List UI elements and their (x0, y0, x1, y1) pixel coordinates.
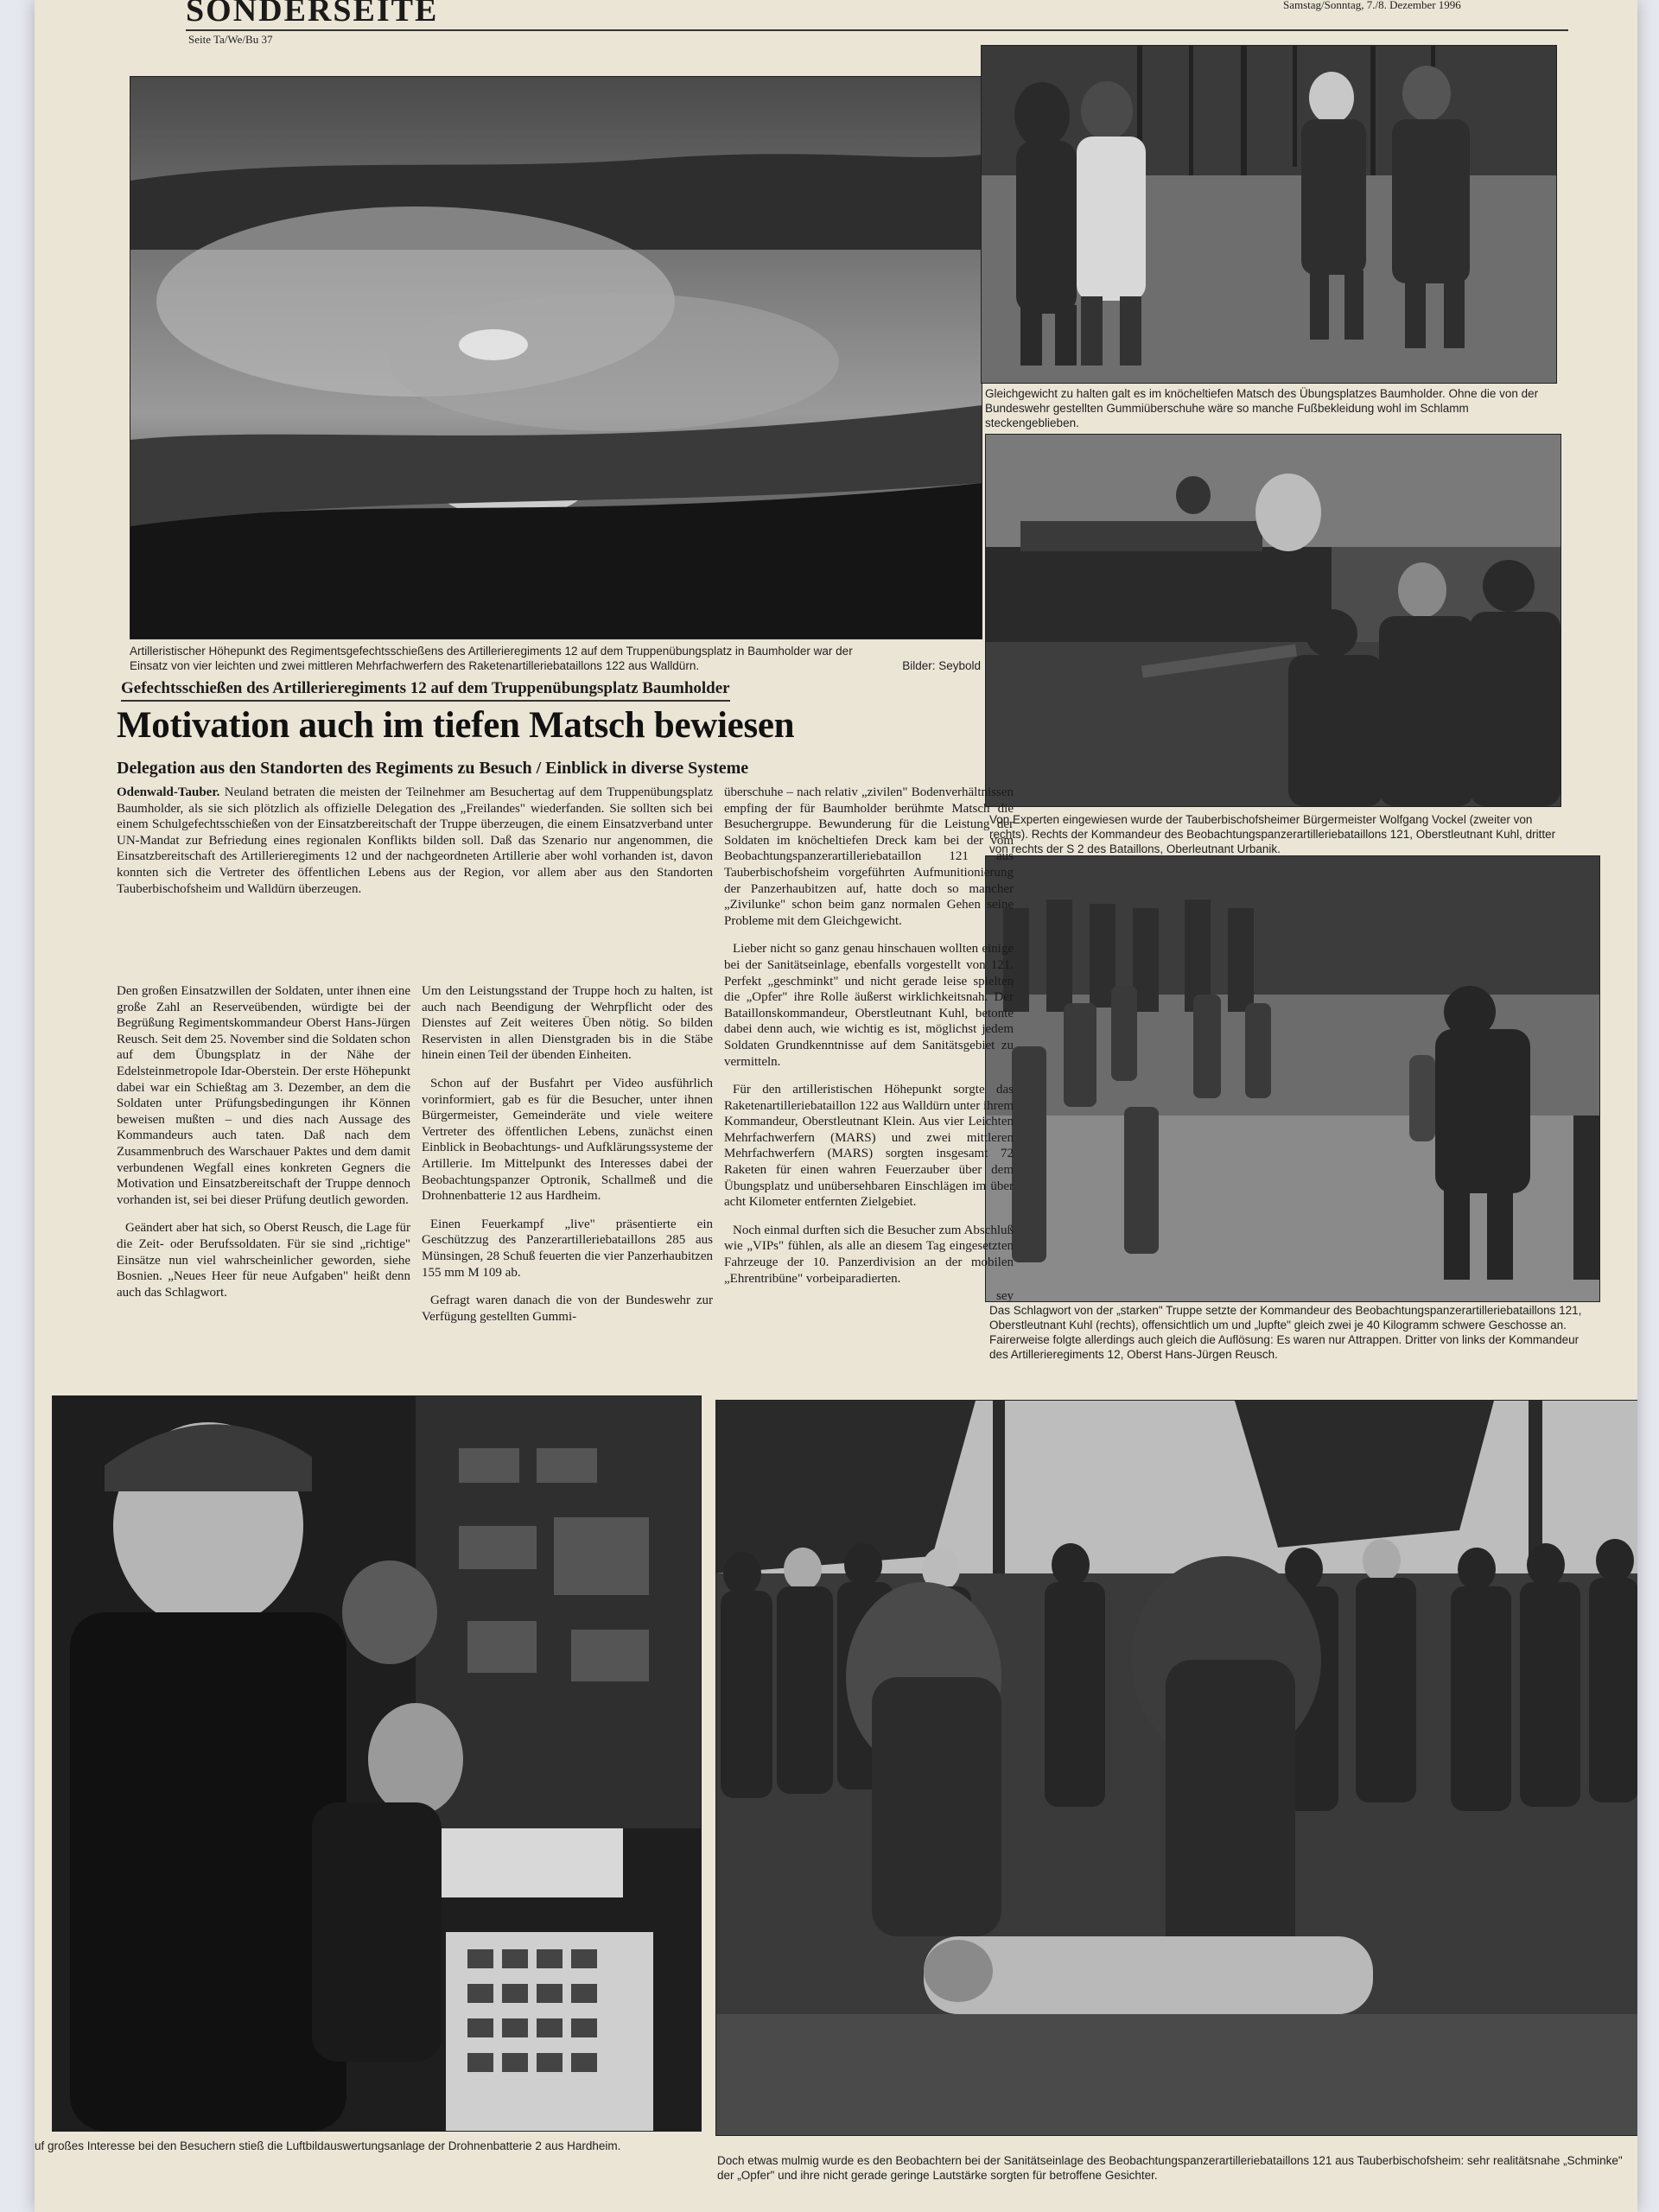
caption-mud-walking: Gleichgewicht zu halten galt es im knöcheltiefen Matsch des Übungsplatzes Baumholder. Ohne die von der Bundeswehr gestellten Gummiüberschuhe wäre so manche Fußbekleidung wohl im Schlamm steckengeblieben. (985, 387, 1539, 429)
article-kicker: Gefechtsschießen des Artillerieregiments 12 auf dem Truppenübungsplatz Baumholder (121, 679, 730, 702)
medical-exercise-image (716, 1401, 1637, 2135)
article-column-c (724, 785, 1014, 1305)
newspaper-page (35, 0, 1637, 2212)
mud-walking-image (982, 46, 1556, 383)
tank-briefing-image (986, 435, 1560, 806)
paragraph: Den großen Einsatzwillen der Soldaten, unter ihnen eine große Zahl an Reserveübenden, würdigte bei der Begrüßung Regimentskommandeur Oberst Hans-Jürgen Reusch. Seit dem 25. November sind die Soldaten schon auf dem Übungsplatz in der Nähe der Edelsteinmetropole Idar-Oberstein. Der erste Höhepunkt dabei war ein Schießtag am 3. Dezember, an dem die Soldaten unter Prüfungsbedingungen ihr Können beweisen mußten – und dies nach Aussage des Kommandeurs auch taten. Daß nach dem Zusammenbruch des Warschauer Paktes und dem damit verbundenen Wegfall eines konkreten Gegners die Motivation und Einsatzbereitschaft der Truppe dennoch vorhanden ist, sei bei dieser Prüfung deutlich geworden. (117, 984, 410, 1207)
caption-medical-exercise: Doch etwas mulmig wurde es den Beobachtern bei der Sanitätseinlage des Beobachtungspanzerartilleriebataillons 121 aus Tauberbischofsheim: sehr realitätsnahe „Schminke" der „Opfer" und ihre nicht gerade geringe Lautstärke sorgten für betroffene Gesichter. (717, 2154, 1623, 2182)
article-column-a (117, 983, 410, 1313)
paragraph: Um den Leistungsstand der Truppe hoch zu halten, ist auch nach Beendigung der Wehrpflicht oder des Dienstes auf Zeit weiteres Üben nötig. So bilden Reservisten in allen Dienstgraden bis in die Stäbe hinein einen Teil der übenden Einheiten. (422, 984, 713, 1063)
ammunition-image (986, 856, 1599, 1301)
article-headline: Motivation auch im tiefen Matsch bewiesen (117, 705, 795, 746)
paragraph: Gefragt waren danach die von der Bundeswehr zur Verfügung gestellten Gummi- (422, 1294, 713, 1324)
artillery-firing-image (130, 77, 982, 639)
article-column-b (422, 983, 713, 1337)
article-subhead: Delegation aus den Standorten des Regiments zu Besuch / Einblick in diverse Systeme (117, 759, 749, 778)
photo-drone-station (52, 1395, 702, 2132)
photo-mud-walking (981, 45, 1557, 384)
page-reference: Seite Ta/We/Bu 37 (188, 33, 273, 46)
paragraph: überschuhe – nach relativ „zivilen" Bodenverhältnissen empfing der für Baumholder berühmte Matsch die Besuchergruppe. Bewunderung für die Leistung der Soldaten im knöcheltiefen Dreck kam bei der vom Beobachtungspanzerartilleriebataillon 121 aus Tauberbischofsheim vorgeführten Aufmunitionierung der Panzerhaubitzen auf, hatte doch so mancher „Zivilunke" schon beim ganz normalen Gehen seine Probleme mit dem Gleichgewicht. (724, 785, 1014, 928)
caption-tank-briefing: Von Experten eingewiesen wurde der Tauberbischofsheimer Bürgermeister Wolfgang Vockel (zweiter von rechts). Rechts der Kommandeur des Beobachtungspanzerartilleriebataillons 121, Oberstleutnant Kuhl, dritter von rechts der S 2 des Bataillons, Oberleutnant Urbanik. (989, 813, 1556, 855)
photo-ammunition (985, 855, 1600, 1302)
paragraph: Für den artilleristischen Höhepunkt sorgte das Raketenartilleriebataillon 122 aus Walldürn unter ihrem Kommandeur, Oberstleutnant Klein. Aus vier Leichten Mehrfachwerfern (MARS) und zwei mittleren Mehrfachwerfern (MARS) sorgten insgesamt 72 Raketen für einen wahren Feuerzauber über dem Übungsplatz und unübersehbaren Einschlägen im über acht Kilometer entfernten Zielgebiet. (724, 1083, 1014, 1210)
paragraph: Einen Feuerkampf „live" präsentierte ein Geschützzug des Panzerartilleriebataillons 285 aus Münsingen, 28 Schuß feuerten die vier Panzerhaubitzen 155 mm M 109 ab. (422, 1217, 713, 1280)
article-lead (117, 785, 713, 909)
paragraph: Noch einmal durften sich die Besucher zum Abschluß wie „VIPs" fühlen, als alle an diesem Tag eingesetzten Fahrzeuge der 10. Panzerdivision an der mobilen „Ehrentribüne" vorbeiparadierten. (724, 1223, 1014, 1286)
photo-medical-exercise (715, 1400, 1637, 2136)
lead-text: Neuland betraten die meisten der Teilnehmer am Besuchertag auf dem Truppenübungsplatz Baumholder, als sie sich plötzlich als offizielle Delegation des „Freilandes" wiederfanden. Sie sollten sich bei einem Schulgefechtsschießen von der Einsatzbereitschaft der Truppe überzeugen, die einem Einsatzverband unter UN-Mandat zur Befriedung eines regionalen Konflikts bilden soll. Daß das Szenario nur angenommen, die Einsatzbereitschaft des Artillerieregiments 12 und der nachgeordneten Artillerie aber wohl vorhanden ist, davon konnten sich die Vertreter des öffentlichen Lebens aus der Region, vor allem aber aus den Standorten Tauberbischofsheim und Walldürn überzeugen. (117, 785, 713, 896)
section-title: SONDERSEITE (186, 0, 439, 29)
photo-artillery-firing (130, 76, 982, 639)
author-signature: sey (996, 1289, 1014, 1304)
issue-date: Samstag/Sonntag, 7./8. Dezember 1996 (1283, 0, 1461, 11)
lead-paragraph (117, 785, 713, 897)
paragraph: Schon auf der Busfahrt per Video ausführlich vorinformiert, gab es für die Besucher, unter ihnen Bürgermeister, Gemeinderäte und viele weitere Vertreter des öffentlichen Lebens, zunächst einen Einblick in Beobachtungs- und Aufklärungssysteme der Artillerie. Im Mittelpunkt des Interesses dabei der Beobachtungspanzer Optronik, Schallmeß und die Drohnenbatterie 12 aus Hardheim. (422, 1076, 713, 1204)
paragraph: Geändert aber hat sich, so Oberst Reusch, die Lage für die Zeit- oder Berufssoldaten. Für sie sind „richtige" Einsätze nun viel wahrscheinlicher geworden, siehe Bosnien. „Neues Heer für neue Aufgaben" heißt denn auch das Schlagwort. (117, 1221, 410, 1300)
photo-tank-briefing (985, 434, 1561, 807)
drone-station-image (53, 1396, 701, 2131)
photo-credit: Bilder: Seybold (902, 659, 981, 672)
caption-artillery-firing: Artilleristischer Höhepunkt des Regimentsgefechtsschießens des Artillerieregiments 12 auf dem Truppenübungsplatz in Baumholder war der Einsatz von vier leichten und zwei mittleren Mehrfachwerfern des Raketenartilleriebataillons 122 aus Walldürn. (130, 645, 853, 672)
caption-ammunition: Das Schlagwort von der „starken" Truppe setzte der Kommandeur des Beobachtungspanzerartilleriebataillons 121, Oberstleutnant Kuhl (rechts), offensichtlich um und „lupfte" gleich zwei je 40 Kilogramm schwere Geschosse an. Fairerweise folgte allerdings auch gleich die Auflösung: Es waren nur Attrappen. Dritter von links der Kommandeur des Artillerieregiments 12, Oberst Hans-Jürgen Reusch. (989, 1304, 1582, 1361)
paragraph: Lieber nicht so ganz genau hinschauen wollten einige bei der Sanitätseinlage, ebenfalls vorgestellt von 121. Perfekt „geschminkt" und nicht gerade leise spielten die „Opfer" ihre Rolle äußerst wirklichkeitsnah. Der Bataillonskommandeur, Oberstleutnant Kuhl, betonte dabei denn auch, wie wichtig es ist, möglichst jedem Soldaten Grundkenntnisse auf dem Sanitätsgebiet zu vermitteln. (724, 942, 1014, 1069)
article-dateline: Odenwald-Tauber. (117, 785, 220, 799)
header-rule (186, 29, 1568, 31)
caption-drone-station: uf großes Interesse bei den Besuchern stieß die Luftbildauswertungsanlage der Drohnenbatterie 2 aus Hardheim. (35, 2139, 621, 2152)
